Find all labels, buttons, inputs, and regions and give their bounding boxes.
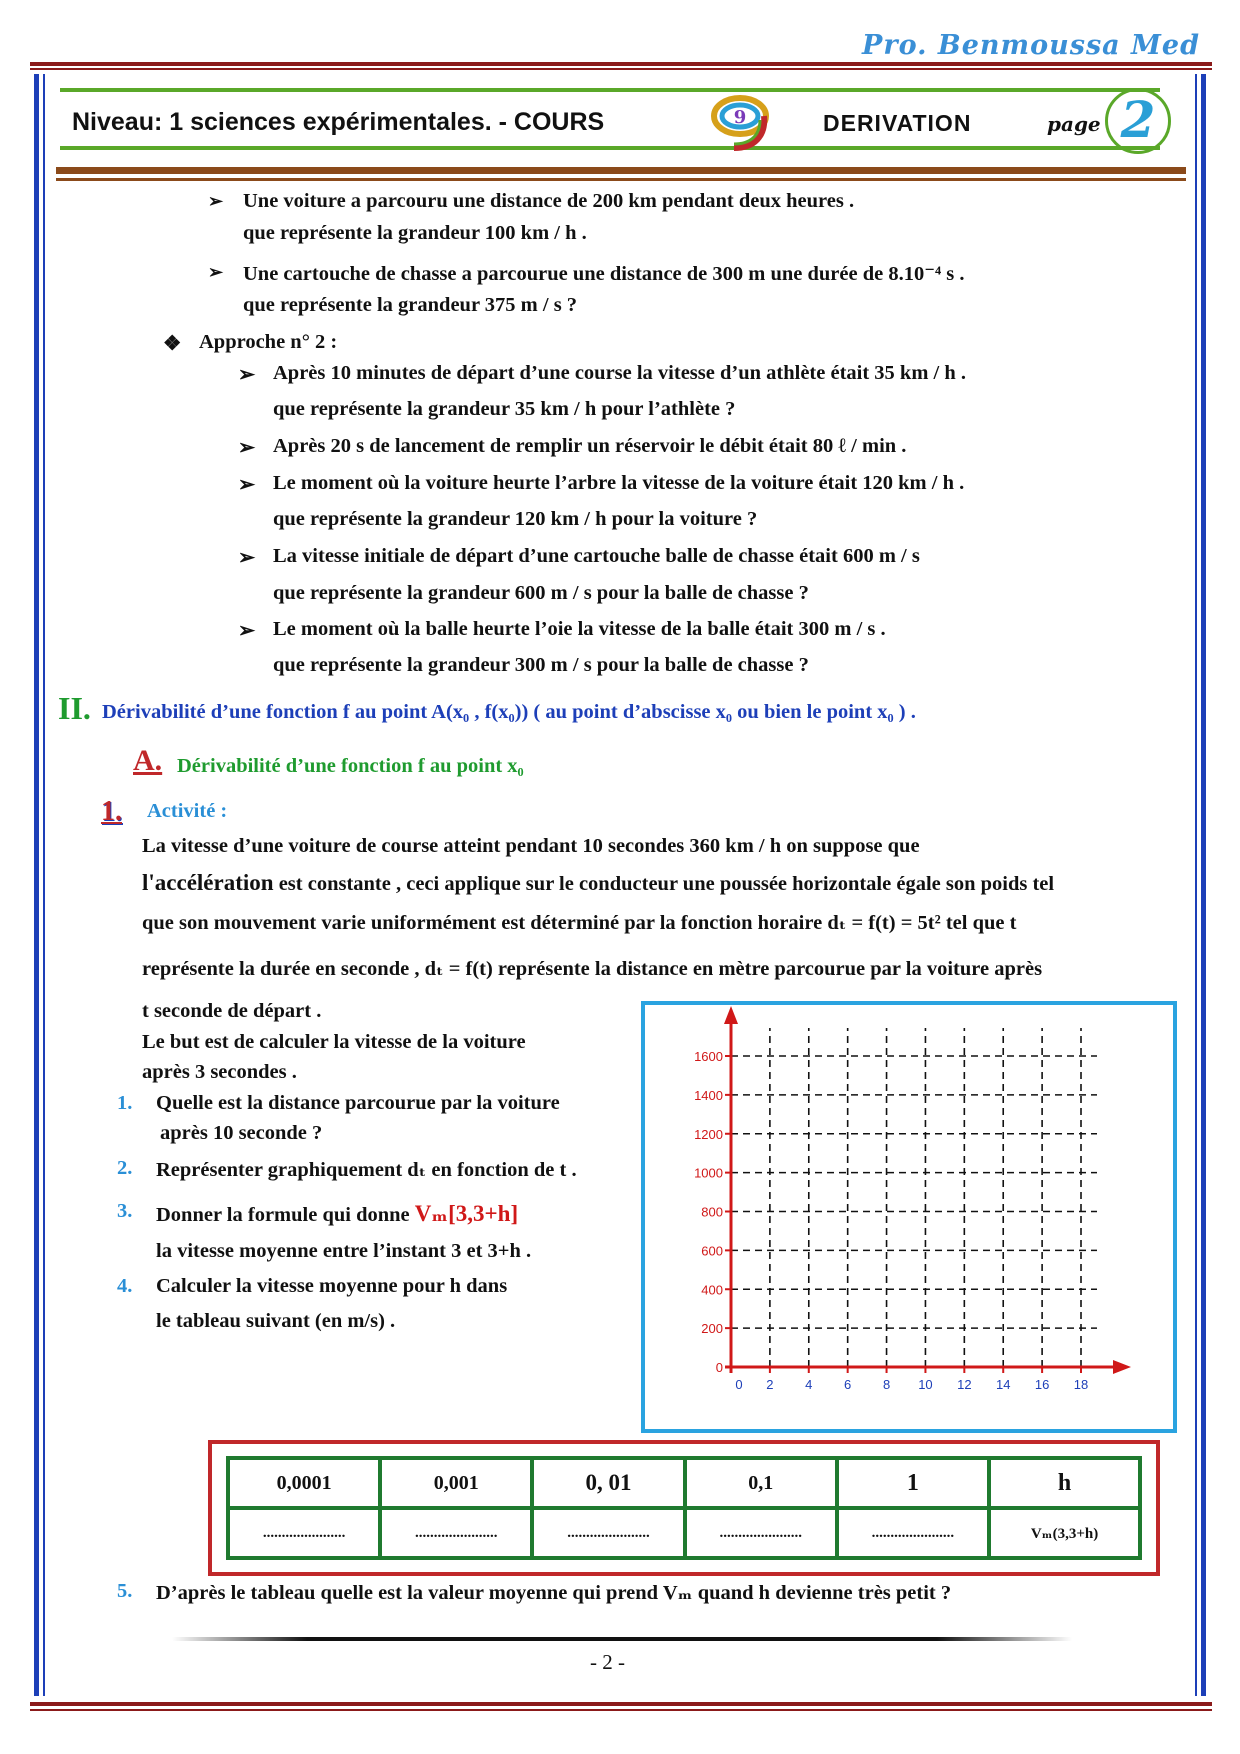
y-axis-arrow-icon: [724, 1006, 738, 1024]
x-tick-label: 6: [844, 1377, 852, 1392]
activity-para-line7: après 3 secondes .: [142, 1061, 297, 1083]
table-cell-vm: Vₘ(3,3+h): [989, 1508, 1140, 1558]
header-rule-top: [60, 88, 1160, 92]
header-divider-thin: [56, 178, 1186, 181]
y-tick-label: 200: [701, 1321, 723, 1337]
bottom-border-thin: [30, 1709, 1212, 1711]
activity-number: 1.: [101, 796, 122, 827]
approche2-item4-line2: que représente la grandeur 600 m / s pour la balle de chasse ?: [273, 582, 809, 604]
subsection-letter: A.: [133, 744, 163, 777]
table-cell-h: 0,001: [380, 1458, 532, 1508]
footer-rule: [172, 1637, 1072, 1641]
left-border-thin: [43, 74, 45, 1696]
right-border-thin: [1195, 74, 1197, 1696]
chapter-number: 9: [733, 107, 747, 128]
approche2-item3-line1: Le moment où la voiture heurte l’arbre la vitesse de la voiture était 120 km / h .: [273, 472, 965, 494]
right-border: [1201, 74, 1206, 1696]
activity-para-line6: Le but est de calculer la vitesse de la voiture: [142, 1031, 526, 1053]
question1-line2: après 10 seconde ?: [160, 1122, 323, 1144]
diamond-bullet-icon: ❖: [163, 333, 182, 355]
y-tick-label: 0: [715, 1360, 723, 1375]
x-tick-label: 0: [735, 1377, 743, 1392]
table-row: [228, 1508, 1140, 1558]
activity-para-line4: représente la durée en seconde , dₜ = f(t) représente la distance en mètre parcourue par la voiture après: [142, 958, 1043, 980]
arrow-bullet-icon: ➢: [238, 620, 256, 642]
x-tick-label: 8: [882, 1377, 891, 1392]
y-tick-label: 1000: [694, 1165, 723, 1181]
x-tick-label: 18: [1073, 1377, 1089, 1392]
y-tick-label: 1200: [694, 1126, 723, 1142]
y-tick-label: 800: [701, 1204, 723, 1220]
table-cell-h: 1: [837, 1458, 989, 1508]
activity-para-line2: [142, 870, 1054, 896]
x-tick-label: 10: [918, 1377, 933, 1392]
approche1-item2-line1: Une cartouche de chasse a parcourue une distance de 300 m une durée de 8.10⁻⁴ s .: [243, 263, 965, 285]
arrow-bullet-icon: ➢: [208, 262, 224, 282]
arrow-bullet-icon: ➢: [238, 474, 256, 496]
approche2-item3-line2: que représente la grandeur 120 km / h pour la voiture ?: [273, 508, 758, 530]
header-rule-bottom: [60, 146, 1160, 150]
list-item: [208, 190, 223, 213]
top-border-thin: [30, 68, 1212, 70]
table-cell-blank: ......................: [685, 1508, 837, 1558]
table-cell-blank: ......................: [837, 1508, 989, 1558]
question1-line1: Quelle est la distance parcourue par la voiture: [156, 1092, 560, 1114]
activity-para-line5: t seconde de départ .: [142, 1000, 322, 1022]
values-table: [226, 1456, 1142, 1560]
table-cell-blank: ......................: [380, 1508, 532, 1558]
subsection-title: Dérivabilité d’une fonction f au point x₀: [177, 755, 524, 777]
chapter-logo-icon: [700, 90, 780, 152]
question4-line1: Calculer la vitesse moyenne pour h dans: [156, 1275, 508, 1297]
question-number: 3.: [117, 1200, 133, 1222]
approche2-item4-line1: La vitesse initiale de départ d’une cartouche balle de chasse était 600 m / s: [273, 545, 920, 567]
level-title: Niveau: 1 sciences expérimentales. - COURS: [72, 108, 605, 136]
activity-para-line1: La vitesse d’une voiture de course atteint pendant 10 secondes 360 km / h on suppose que: [142, 835, 920, 857]
approche2-title: Approche n° 2 :: [199, 331, 338, 353]
graph-frame: [641, 1001, 1177, 1433]
list-item: [208, 261, 223, 284]
section-numeral: II.: [58, 690, 91, 726]
question4-line2: le tableau suivant (en m/s) .: [156, 1310, 396, 1332]
section-title: Dérivabilité d’une fonction f au point A(x₀ , f(x₀)) ( au point d’abscisse x₀ ou bien le point x₀ ) .: [102, 701, 916, 723]
approche2-item5-line2: que représente la grandeur 300 m / s pour la balle de chasse ?: [273, 654, 809, 676]
activity-para-line2-rest: est constante , ceci applique sur le conducteur une poussée horizontale égale son poids tel: [273, 873, 1055, 895]
question2-line1: Représenter graphiquement dₜ en fonction de t .: [156, 1159, 577, 1181]
table-cell-h: 0,1: [685, 1458, 837, 1508]
top-border: [30, 62, 1212, 66]
header-divider: [56, 167, 1186, 174]
arrow-bullet-icon: ➢: [208, 191, 224, 211]
activity-para-line3: que son mouvement varie uniformément est déterminé par la fonction horaire dₜ = f(t) = 5t² tel que t: [142, 912, 1017, 934]
values-table-frame: [208, 1440, 1160, 1576]
table-cell-h: 0, 01: [532, 1458, 684, 1508]
question-number: 4.: [117, 1275, 133, 1297]
question3-line2: la vitesse moyenne entre l’instant 3 et 3+h .: [156, 1240, 532, 1262]
author-signature: Pro. Benmoussa Med: [862, 30, 1200, 61]
question-number: 1.: [117, 1092, 133, 1114]
question5-line1: D’après le tableau quelle est la valeur moyenne qui prend Vₘ quand h devienne très petit ?: [156, 1582, 952, 1604]
page-number-badge: 2: [1105, 88, 1171, 154]
table-cell-blank: ......................: [532, 1508, 684, 1558]
grid-chart: [645, 1005, 1173, 1429]
approche2-item2-line1: Après 20 s de lancement de remplir un réservoir le débit était 80 ℓ / min .: [273, 435, 907, 457]
x-tick-label: 12: [957, 1377, 972, 1392]
activity-title: Activité :: [147, 800, 228, 822]
y-tick-label: 400: [701, 1282, 723, 1298]
table-row: [228, 1458, 1140, 1508]
approche2-item1-line1: Après 10 minutes de départ d’une course la vitesse d’un athlète était 35 km / h .: [273, 362, 966, 384]
acceleration-term: l'accélération: [142, 870, 274, 895]
arrow-bullet-icon: ➢: [238, 547, 256, 569]
page-label: page: [1047, 112, 1101, 136]
x-axis-arrow-icon: [1113, 1360, 1131, 1374]
mean-speed-formula: Vₘ[3,3+h]: [414, 1201, 519, 1226]
table-cell-h: h: [989, 1458, 1140, 1508]
approche1-item1-line1: Une voiture a parcouru une distance de 200 km pendant deux heures .: [243, 190, 855, 212]
footer-page-number: - 2 -: [590, 1650, 625, 1674]
table-cell-h: 0,0001: [228, 1458, 380, 1508]
y-tick-label: 1400: [694, 1087, 723, 1103]
question3-text: Donner la formule qui donne: [156, 1204, 415, 1226]
arrow-bullet-icon: ➢: [238, 364, 256, 386]
question3-line1: [156, 1200, 518, 1227]
x-tick-label: 16: [1034, 1377, 1050, 1392]
approche2-item5-line1: Le moment où la balle heurte l’oie la vitesse de la balle était 300 m / s .: [273, 618, 886, 640]
x-tick-label: 14: [995, 1377, 1011, 1392]
approche1-item2-line2: que représente la grandeur 375 m / s ?: [243, 294, 578, 316]
x-tick-label: 4: [805, 1377, 813, 1392]
table-cell-blank: ......................: [228, 1508, 380, 1558]
chapter-subject: DERIVATION: [823, 110, 972, 136]
approche1-item1-line2: que représente la grandeur 100 km / h .: [243, 222, 587, 244]
approche2-item1-line2: que représente la grandeur 35 km / h pour l’athlète ?: [273, 398, 736, 420]
y-tick-label: 600: [701, 1243, 723, 1259]
y-tick-label: 1600: [694, 1049, 723, 1064]
x-tick-label: 2: [766, 1377, 774, 1392]
left-border: [34, 74, 39, 1696]
question-number: 5.: [117, 1580, 133, 1602]
question-number: 2.: [117, 1157, 133, 1179]
arrow-bullet-icon: ➢: [238, 437, 256, 459]
bottom-border: [30, 1702, 1212, 1706]
